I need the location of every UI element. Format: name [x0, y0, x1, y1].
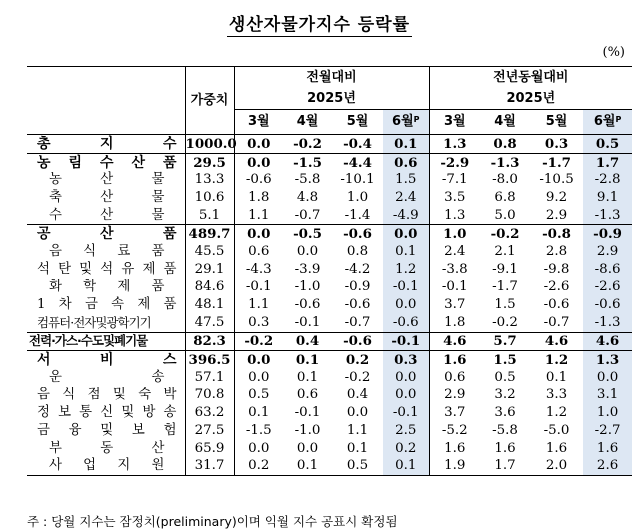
weight-cell: 29.5	[185, 153, 234, 171]
mom-cell: 0.0	[248, 440, 270, 456]
header-month: 4월	[283, 110, 332, 135]
row-label: 총 지 수	[27, 135, 185, 154]
yoy-cell: -0.7	[543, 314, 570, 330]
row-label: 공 산 품	[27, 225, 185, 243]
yoy-cell: 0.1	[545, 369, 568, 385]
yoy-cell: -0.9	[583, 225, 632, 243]
yoy-cell: 1.0	[583, 404, 632, 422]
table-row	[27, 243, 632, 261]
mom-cell: -3.9	[294, 261, 321, 277]
yoy-cell: 1.6	[444, 440, 466, 456]
mom-cell: -0.6	[245, 172, 272, 188]
weight-cell: 47.5	[185, 314, 234, 332]
weight-cell: 1000.0	[185, 135, 237, 152]
weight-cell: 13.3	[185, 171, 234, 189]
row-label: 농 림 수 산 품	[27, 153, 185, 171]
mom-cell: 1.1	[248, 297, 270, 313]
yoy-cell: -2.7	[583, 422, 632, 440]
table-row	[27, 314, 632, 332]
yoy-cell: 5.7	[480, 332, 530, 351]
row-label: 운 송	[27, 369, 185, 387]
row-label: 농 산 물	[27, 171, 185, 189]
mom-cell: -5.8	[294, 172, 321, 188]
mom-cell: -0.1	[294, 405, 321, 421]
yoy-cell: 1.8	[444, 314, 466, 330]
header-mom: 전월대비	[234, 67, 429, 90]
mom-cell: 0.5	[332, 457, 383, 475]
table-row	[27, 261, 632, 279]
mom-cell: 1.2	[383, 261, 429, 279]
row-label: 사 업 지 원	[27, 457, 185, 475]
mom-cell: -0.6	[332, 332, 383, 351]
mom-cell: -1.0	[294, 279, 321, 295]
yoy-cell: -8.6	[583, 261, 632, 279]
yoy-cell: 3.6	[494, 405, 516, 421]
mom-cell: 0.1	[296, 369, 319, 385]
mom-cell: 0.4	[346, 387, 369, 403]
mom-cell: 4.8	[296, 189, 319, 205]
header-month-current: 6월$^P$	[583, 110, 632, 135]
price-index-table-wrapper	[27, 66, 632, 476]
yoy-cell: 2.1	[494, 243, 516, 259]
table-row	[27, 189, 632, 207]
yoy-cell: 3.1	[583, 387, 632, 405]
yoy-cell: 2.9	[583, 243, 632, 261]
yoy-cell: 1.5	[494, 297, 516, 313]
mom-cell: 0.1	[383, 243, 429, 261]
yoy-cell: 0.8	[480, 135, 530, 154]
yoy-cell: 9.1	[583, 189, 632, 207]
yoy-cell: -5.2	[441, 422, 468, 438]
mom-cell: 0.1	[283, 351, 332, 369]
mom-cell: -4.3	[245, 261, 272, 277]
yoy-cell: -1.3	[583, 314, 632, 332]
table-row	[27, 153, 632, 171]
mom-cell: 0.4	[283, 332, 332, 351]
yoy-cell: -2.8	[583, 171, 632, 189]
weight-cell: 84.6	[185, 279, 234, 297]
mom-cell: 0.1	[346, 440, 369, 456]
yoy-cell: 2.6	[583, 457, 632, 475]
weight-cell: 65.9	[185, 440, 234, 458]
mom-cell: 0.0	[234, 351, 283, 369]
mom-cell: -10.1	[340, 172, 375, 188]
yoy-cell: 1.3	[429, 135, 480, 154]
weight-cell: 31.7	[185, 457, 234, 475]
yoy-cell: -5.8	[492, 422, 518, 438]
table-row	[27, 225, 632, 243]
mom-cell: -0.5	[283, 225, 332, 243]
header-year-mom: 2025년	[234, 89, 429, 110]
table-row	[27, 387, 632, 405]
yoy-cell: -7.1	[441, 172, 468, 188]
yoy-cell: 1.7	[583, 153, 632, 171]
row-label: 석 탄 및 석 유 제 품	[27, 261, 185, 279]
header-month: 5월	[530, 110, 583, 135]
row-label: 수 산 물	[27, 207, 185, 225]
mom-cell: 1.1	[346, 422, 369, 438]
mom-cell: -4.4	[332, 153, 383, 171]
yoy-cell: 3.3	[545, 387, 568, 403]
mom-cell: 0.0	[248, 369, 270, 385]
weight-cell: 70.8	[185, 387, 234, 405]
row-label: 서 비 스	[27, 351, 185, 369]
price-index-table	[27, 66, 632, 476]
mom-cell: 0.0	[383, 387, 429, 405]
weight-cell: 45.5	[185, 243, 234, 261]
mom-cell: -0.6	[383, 314, 429, 332]
mom-cell: 0.6	[296, 387, 319, 403]
yoy-cell: 1.9	[429, 457, 480, 475]
mom-cell: 1.1	[248, 207, 270, 223]
weight-cell: 489.7	[185, 225, 234, 243]
mom-cell: 0.1	[283, 457, 332, 475]
yoy-cell: 2.0	[530, 457, 583, 475]
table-row	[27, 422, 632, 440]
yoy-cell: -1.7	[492, 279, 518, 295]
mom-cell: -0.6	[294, 297, 321, 313]
row-label: 1 차 금 속 제 품	[27, 296, 185, 314]
mom-cell: 0.6	[248, 243, 270, 259]
yoy-cell: -2.6	[543, 279, 570, 295]
mom-cell: 0.2	[383, 440, 429, 458]
table-row	[27, 171, 632, 189]
yoy-cell: 0.6	[444, 369, 466, 385]
mom-cell: -0.2	[283, 135, 332, 154]
yoy-cell: 0.5	[494, 369, 516, 385]
yoy-cell: -0.1	[441, 279, 468, 295]
table-row	[27, 135, 632, 154]
yoy-cell: 0.3	[530, 135, 583, 154]
mom-cell: 1.8	[248, 189, 270, 205]
mom-cell: 0.1	[248, 405, 270, 421]
mom-cell: -1.5	[283, 153, 332, 171]
mom-cell: -0.1	[294, 314, 321, 330]
row-label: 정 보 통 신 및 방 송	[27, 404, 185, 422]
weight-cell: 63.2	[185, 404, 234, 422]
table-row	[27, 440, 632, 458]
yoy-cell: 1.2	[545, 405, 568, 421]
yoy-cell: 1.3	[583, 351, 632, 369]
yoy-cell: -10.5	[539, 172, 574, 188]
mom-cell: -0.7	[294, 207, 321, 223]
yoy-cell: 1.6	[545, 440, 568, 456]
mom-cell: 0.0	[234, 135, 283, 154]
yoy-cell: 3.7	[444, 297, 466, 313]
mom-cell: 1.0	[346, 189, 369, 205]
row-label: 음 식 료 품	[27, 243, 185, 261]
yoy-cell: 1.3	[444, 207, 466, 223]
yoy-cell: 5.0	[494, 207, 516, 223]
yoy-cell: 4.6	[583, 332, 632, 351]
yoy-cell: 1.5	[480, 351, 530, 369]
row-label: 음 식 점 및 숙 박	[27, 387, 185, 405]
header-month: 3월	[234, 110, 283, 135]
mom-cell: 0.0	[383, 225, 429, 243]
mom-cell: 0.0	[296, 243, 319, 259]
weight-cell: 10.6	[185, 189, 234, 207]
mom-cell: -0.6	[332, 225, 383, 243]
header-month: 5월	[332, 110, 383, 135]
mom-cell: -0.1	[245, 279, 272, 295]
yoy-cell: -1.3	[583, 207, 632, 225]
header-month: 4월	[480, 110, 530, 135]
mom-cell: 0.3	[383, 351, 429, 369]
header-month: 3월	[429, 110, 480, 135]
mom-cell: 0.2	[332, 351, 383, 369]
yoy-cell: -9.8	[543, 261, 570, 277]
table-row	[27, 351, 632, 369]
table-row	[27, 207, 632, 225]
yoy-cell: -0.2	[480, 225, 530, 243]
row-label: 금 융 및 보 험	[27, 422, 185, 440]
yoy-cell: 9.2	[545, 189, 568, 205]
yoy-cell: -0.6	[543, 297, 570, 313]
document-title: 생산자물가지수 등락률	[228, 15, 411, 35]
yoy-cell: 4.6	[429, 332, 480, 351]
mom-cell: 0.0	[234, 153, 283, 171]
yoy-cell: 0.0	[583, 369, 632, 387]
unit-label: (%)	[602, 45, 625, 60]
mom-cell: -0.4	[332, 135, 383, 154]
yoy-cell: 1.7	[480, 457, 530, 475]
mom-cell: -1.5	[245, 422, 272, 438]
row-label: 화 학 제 품	[27, 279, 185, 297]
yoy-cell: 1.0	[429, 225, 480, 243]
mom-cell: 0.1	[383, 457, 429, 475]
mom-cell: 0.2	[234, 457, 283, 475]
table-row	[27, 296, 632, 314]
mom-cell: 0.6	[383, 153, 429, 171]
weight-cell: 5.1	[185, 207, 234, 225]
yoy-cell: -2.6	[583, 279, 632, 297]
mom-cell: 0.0	[383, 369, 429, 387]
yoy-cell: 1.6	[494, 440, 516, 456]
yoy-cell: 2.4	[444, 243, 466, 259]
row-label: 부 동 산	[27, 440, 185, 458]
weight-cell: 48.1	[185, 296, 234, 314]
yoy-cell: -2.9	[429, 153, 480, 171]
mom-cell: -0.1	[383, 279, 429, 297]
mom-cell: 0.0	[234, 225, 283, 243]
yoy-cell: 2.9	[444, 387, 466, 403]
table-row	[27, 457, 632, 475]
table-row	[27, 332, 632, 351]
row-label: 전력·가스·수도및폐기물	[27, 332, 185, 351]
yoy-cell: 2.9	[545, 207, 568, 223]
yoy-cell: 1.6	[429, 351, 480, 369]
table-row	[27, 369, 632, 387]
mom-cell: 0.0	[296, 440, 319, 456]
row-label: 축 산 물	[27, 189, 185, 207]
footnote: 주 : 당월 지수는 잠정치(preliminary)이며 익월 지수 공표시 확정됨	[27, 514, 398, 529]
mom-cell: 1.5	[383, 171, 429, 189]
mom-cell: -0.7	[344, 314, 371, 330]
yoy-cell: 0.5	[583, 135, 632, 154]
mom-cell: 0.5	[248, 387, 270, 403]
yoy-cell: 6.8	[494, 189, 516, 205]
weight-cell: 29.1	[185, 261, 234, 279]
mom-cell: -0.9	[344, 279, 371, 295]
mom-cell: 2.4	[383, 189, 429, 207]
mom-cell: -0.1	[383, 404, 429, 422]
weight-cell: 57.1	[185, 369, 234, 387]
header-year-yoy: 2025년	[506, 91, 556, 106]
mom-cell: -4.9	[383, 207, 429, 225]
yoy-cell: -0.2	[492, 314, 518, 330]
mom-cell: 0.0	[346, 405, 369, 421]
header-blank	[27, 67, 185, 135]
yoy-cell: 3.2	[494, 387, 516, 403]
yoy-cell: 1.6	[583, 440, 632, 458]
mom-cell: 2.5	[383, 422, 429, 440]
mom-cell: -0.6	[344, 297, 371, 313]
table-row	[27, 404, 632, 422]
yoy-cell: -1.3	[480, 153, 530, 171]
yoy-cell: -0.6	[583, 296, 632, 314]
weight-cell: 27.5	[185, 422, 234, 440]
header-month-current: 6월$^P$	[383, 110, 429, 135]
mom-cell: -1.4	[344, 207, 371, 223]
yoy-cell: -9.1	[492, 261, 518, 277]
header-yoy: 전년동월대비	[429, 67, 632, 90]
yoy-cell: 4.6	[530, 332, 583, 351]
yoy-cell: 1.2	[530, 351, 583, 369]
table-body	[27, 135, 632, 476]
mom-cell: -0.2	[344, 369, 371, 385]
mom-cell: -4.2	[344, 261, 371, 277]
yoy-cell: 3.5	[444, 189, 466, 205]
header-weight: 가중치	[185, 67, 234, 135]
mom-cell: -0.1	[383, 332, 429, 351]
mom-cell: 0.3	[248, 314, 270, 330]
row-label: 컴퓨터·전자및광학기기	[27, 314, 185, 332]
yoy-cell: 3.7	[444, 405, 466, 421]
yoy-cell: -0.8	[530, 225, 583, 243]
mom-cell: 0.8	[346, 243, 369, 259]
table-row	[27, 279, 632, 297]
mom-cell: -0.2	[234, 332, 283, 351]
weight-cell: 396.5	[185, 351, 234, 369]
weight-cell: 82.3	[185, 332, 234, 351]
yoy-cell: -8.0	[492, 172, 518, 188]
mom-cell: 0.1	[383, 135, 429, 154]
yoy-cell: 2.8	[545, 243, 568, 259]
yoy-cell: -1.7	[530, 153, 583, 171]
yoy-cell: -3.8	[441, 261, 468, 277]
mom-cell: -1.0	[294, 422, 321, 438]
mom-cell: 0.0	[383, 296, 429, 314]
yoy-cell: -5.0	[543, 422, 570, 438]
